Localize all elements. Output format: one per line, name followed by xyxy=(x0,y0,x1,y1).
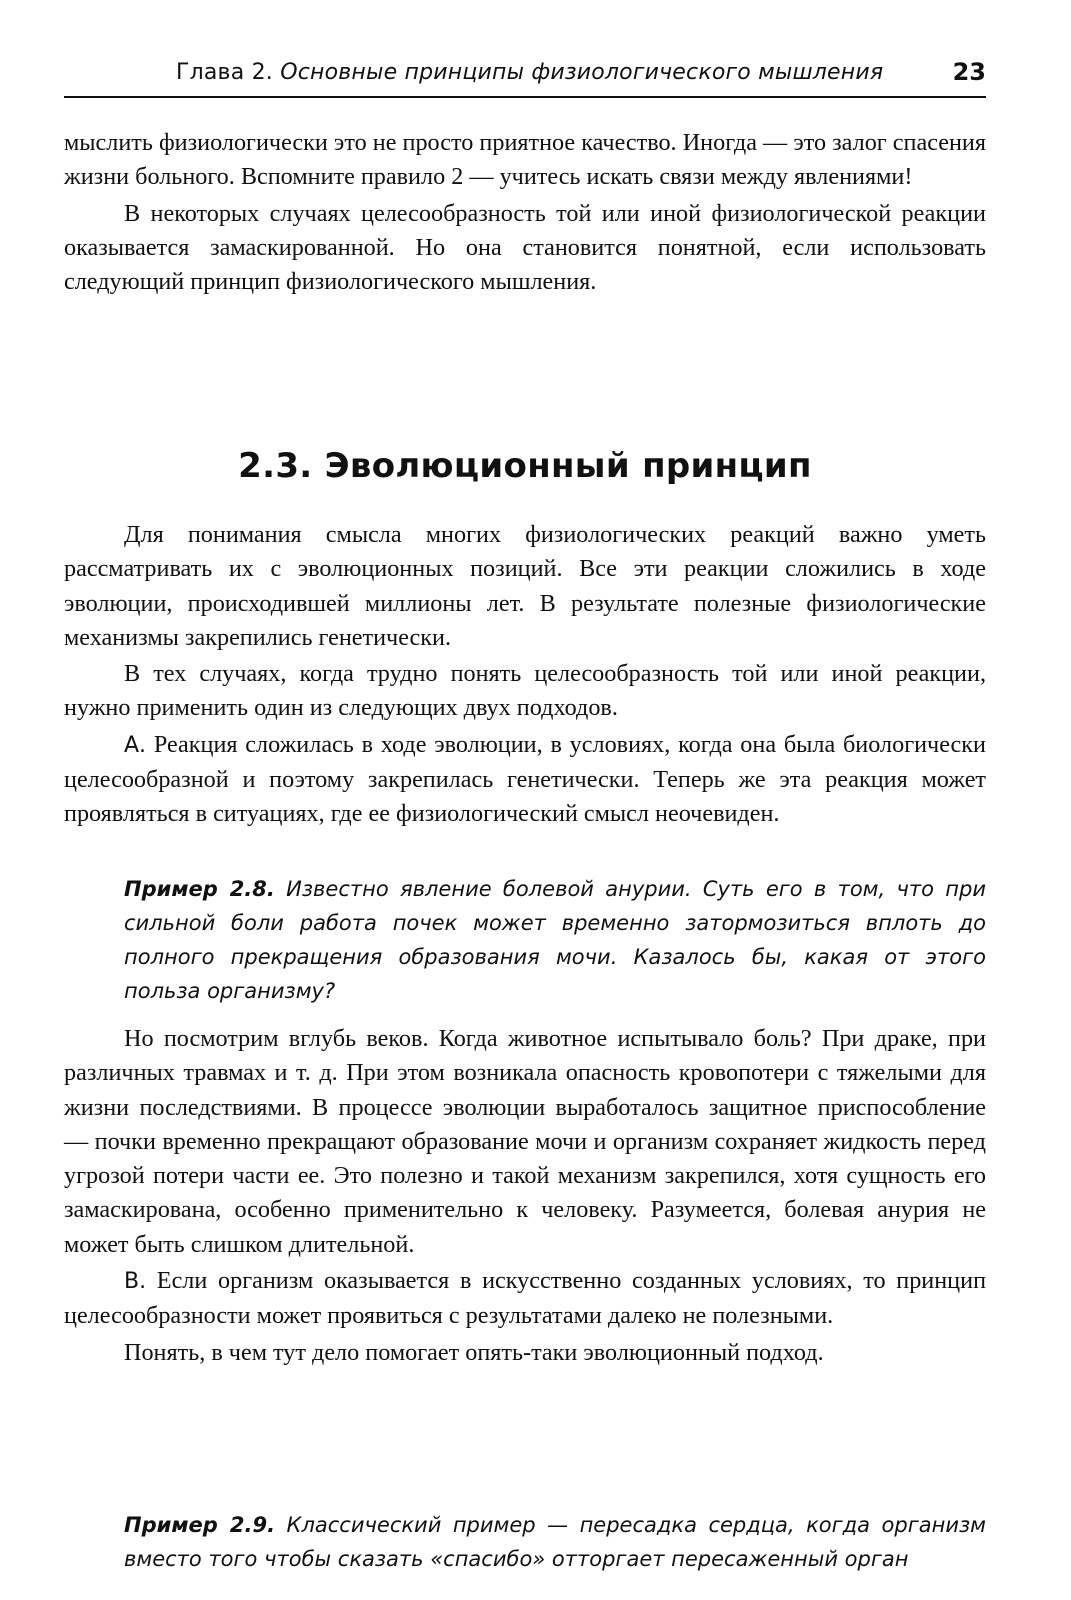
paragraph-item-a xyxy=(64,728,986,832)
example-text: Классический пример — пересадка сердца, когда организм вместо того чтобы сказать «спасибо» отторгает пересаженный орган xyxy=(124,1513,986,1571)
example-block xyxy=(124,872,986,1008)
book-page xyxy=(64,0,986,1600)
section-heading: 2.3. Эволюционный принцип xyxy=(238,446,812,486)
paragraph: мыслить физиологически это не просто приятное качество. Иногда — это залог спасения жизни больного. Вспомните правило 2 — учитесь искать связи между явлениями! xyxy=(64,129,986,191)
page-number: 23 xyxy=(952,58,986,86)
example-text: Известно явление болевой анурии. Суть его в том, что при сильной боли работа почек может временно затормозиться вплоть до полного прекращения образования мочи. Казалось бы, какая от этого польза организму? xyxy=(124,877,986,1003)
example-block xyxy=(124,1508,986,1576)
chapter-label: Глава 2. xyxy=(176,60,273,85)
item-text: Если организм оказывается в искусственно созданных условиях, то принцип целесообразности может проявиться с результатами далеко не полезными. xyxy=(64,1267,987,1330)
item-marker: А. xyxy=(124,732,147,758)
example-label: Пример 2.9. xyxy=(124,1513,276,1537)
paragraph-item-b xyxy=(64,1264,986,1334)
item-marker: В. xyxy=(124,1269,147,1295)
paragraph: Но посмотрим вглубь веков. Когда животное испытывало боль? При драке, при различных травмах и т. д. При этом возникала опасность кровопотери с тяжелыми для жизни последствиями. В процессе эволюции выработалось защитное приспособление — почки временно прекращают образование мочи и организм сохраняет жидкость перед угрозой потери части ее. Это полезно и такой механизм закрепился, хотя сущность его замаскирована, особенно применительно к человеку. Разумеется, болевая анурия не может быть слишком длительной. xyxy=(64,1025,986,1258)
paragraph: Для понимания смысла многих физиологических реакций важно уметь рассматривать их с эволюционных позиций. Все эти реакции сложились в ходе эволюции, происходившей миллионы лет. В результате полезные физиологические механизмы закрепились генетически. xyxy=(64,521,986,651)
running-title xyxy=(176,60,883,85)
paragraph: В некоторых случаях целесообразность той или иной физиологической реакции оказывается замаскированной. Но она становится понятной, если использовать следующий принцип физиологического мышления. xyxy=(64,199,986,296)
chapter-title: Основные принципы физиологического мышления xyxy=(280,60,884,85)
running-header xyxy=(64,56,986,98)
example-label: Пример 2.8. xyxy=(124,877,275,901)
item-text: Реакция сложилась в ходе эволюции, в условиях, когда она была биологически целесообразной и поэтому закрепилась генетически. Теперь же эта реакция может проявляться в ситуациях, где ее физиологический смысл неочевиден. xyxy=(64,730,986,828)
paragraph: Понять, в чем тут дело помогает опять-таки эволюционный подход. xyxy=(124,1338,824,1366)
section-text xyxy=(64,518,986,834)
intro-text xyxy=(64,126,986,301)
continuation-text xyxy=(64,1022,986,1372)
paragraph: В тех случаях, когда трудно понять целесообразность той или иной реакции, нужно применить один из следующих двух подходов. xyxy=(64,660,986,722)
